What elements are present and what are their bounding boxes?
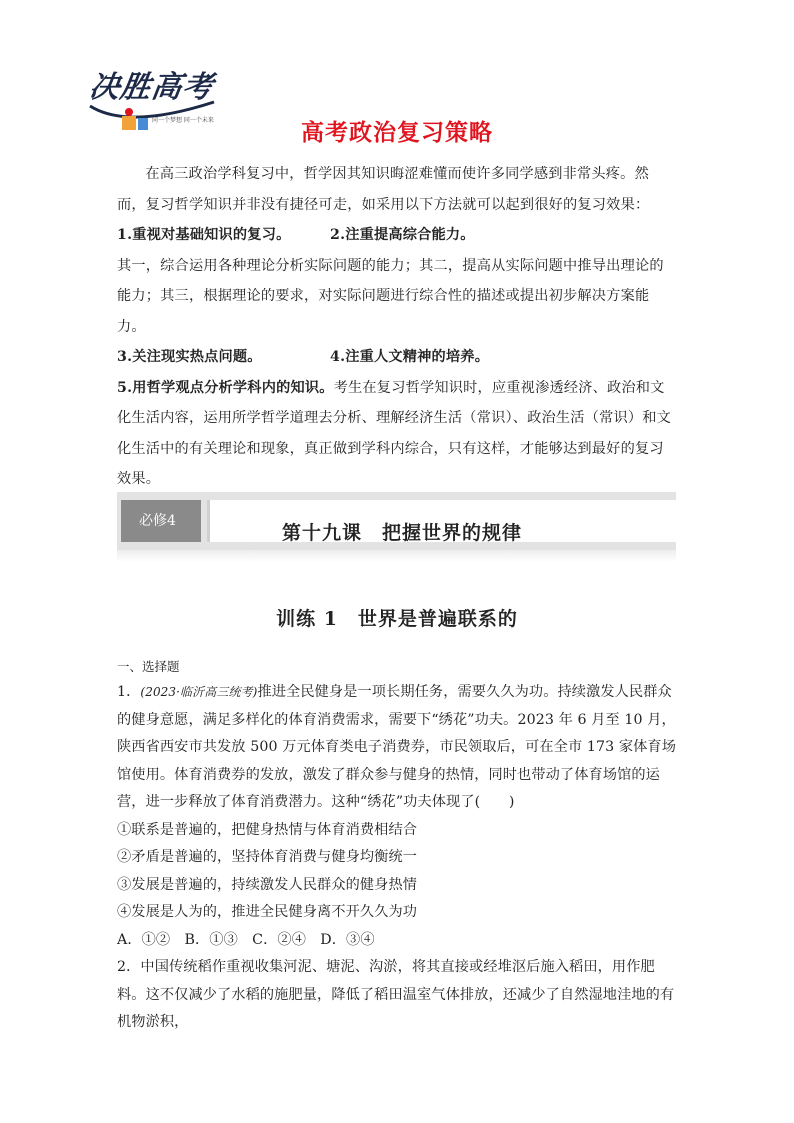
intro-section [117,159,677,495]
question-1-option: ③发展是普遍的，持续激发人民群众的健身热情 [117,876,418,893]
question-2-text: 2．中国传统稻作重视收集河泥、塘泥、沟淤，将其直接或经堆沤后施入稻田，用作肥料。这不仅减少了水稻的施肥量，降低了稻田温室气体排放，还减少了自然湿地洼地的有机物淤积， [117,959,675,1030]
question-list [117,679,677,1037]
points-row-2 [117,342,677,373]
intro-paragraph: 在高三政治学科复习中，哲学因其知识晦涩难懂而使许多同学感到非常头疼。然而，复习哲学知识并非没有捷径可走，如采用以下方法就可以起到很好的复习效果： [117,166,650,213]
question-1-number: 1． [117,684,141,700]
point-5-text: 考生在复习哲学知识时，应重视渗透经济、政治和文化生活内容，运用所学哲学道理去分析、理解经济生活（常识）、政治生活（常识）和文化生活中的有关理论和现象，真正做到学科内综合，只有这样，才能够达到最好的复习效果。 [117,379,672,487]
logo-text: 决胜高考 [87,70,216,105]
points-row-1 [117,220,677,251]
question-1-text: 推进全民健身是一项长期任务，需要久久为功。持续激发人民群众的健身意愿，满足多样化的体育消费需求，需要下“绣花”功夫。2023 年 6 月至 10 月，陕西省西安市共发放 500 万元体育类电子消费券，市民领取后，可在全市 173 家体育场馆使用。体育消费券的发放，激发了群众参与健身的热情，同时也带动了体育场馆的运营，进一步释放了体育消费潜力。这种“绣花”功夫体现了( ) [117,684,676,810]
question-1-stem [117,679,677,817]
logo-subtext: 同一个梦想 同一个未来 [152,117,214,124]
question-1-option: ④发展是人为的，推进全民健身离不开久久为功 [117,904,418,920]
point-3: 3.关注现实热点问题。 [117,349,262,365]
section-heading: 一、选择题 [117,659,180,674]
point-5-heading: 5.用哲学观点分析学科内的知识。 [117,379,334,396]
question-1-option: ②矛盾是普遍的，坚持体育消费与健身均衡统一 [117,849,418,865]
question-1-choices: A．①② B．①③ C．②④ D．③④ [117,931,375,948]
lesson-title: 训练 1 世界是普遍联系的 [276,608,518,630]
point-4: 4.注重人文精神的培养。 [330,349,490,365]
point-1: 1.重视对基础知识的复习。 [117,227,291,243]
question-1-option: ①联系是普遍的，把健身热情与体育消费相结合 [117,821,418,838]
page-title: 高考政治复习策略 [301,120,493,146]
point-5 [117,373,677,495]
point-2: 2.注重提高综合能力。 [330,227,475,243]
point-2-detail: 其一，综合运用各种理论分析实际问题的能力；其二，提高从实际问题中推导出理论的能力；其三，根据理论的要求，对实际问题进行综合性的描述或提出初步解决方案能力。 [117,257,664,335]
question-1-source: (2023·临沂高三统考) [140,685,258,699]
module-tag: 必修4 [121,500,201,542]
chapter-title: 第十九课 把握世界的规律 [282,522,523,544]
band-shadow [117,550,676,562]
